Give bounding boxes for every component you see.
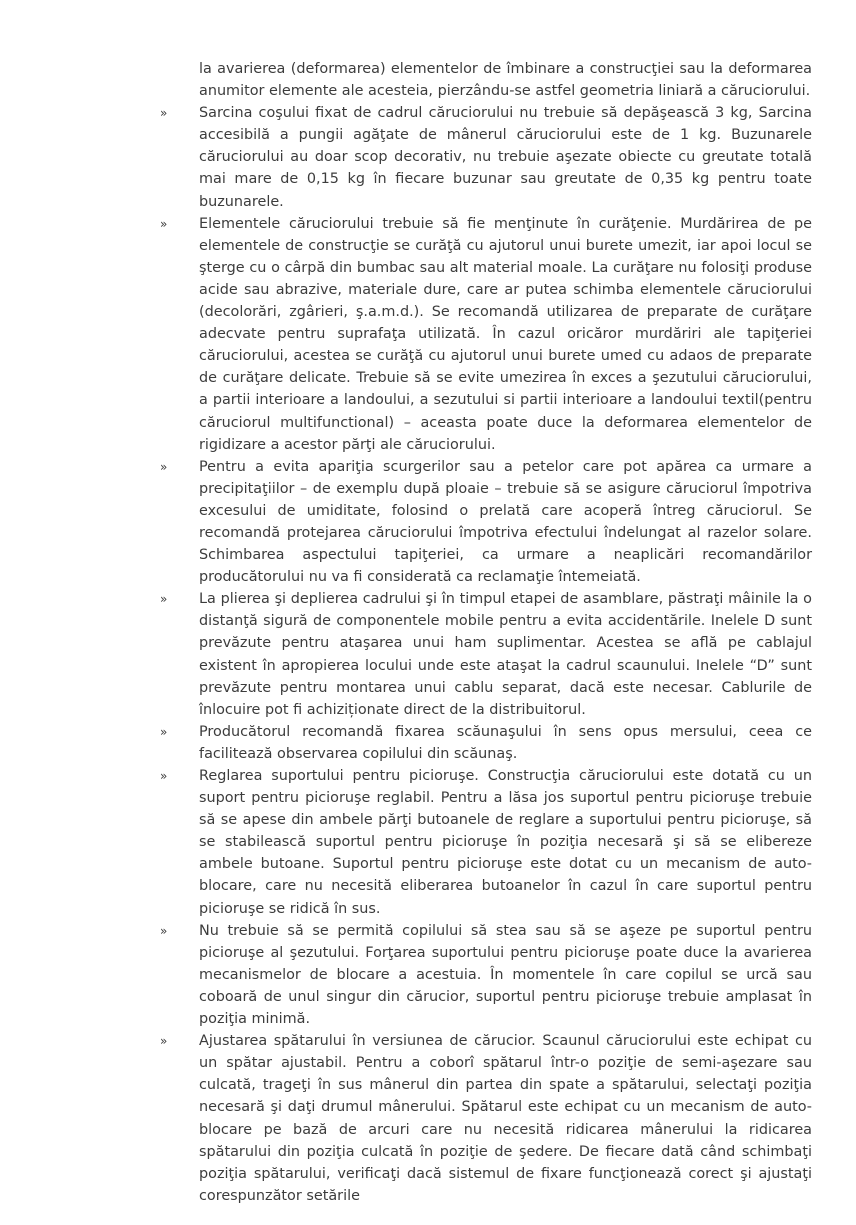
list-item-text: Reglarea suportului pentru picioruşe. Construcţia căruciorului este dotată cu un suport pentru picioruşe reglabil. Pentru a lăsa jos suportul pentru picioruşe trebuie să se apese din ambele părţi butoanele de reglare a suportului pentru picioruşe, să se stabilească suportul pentru picioruşe în poziţia necesară şi să se elibereze ambele butoane. Suportul pentru picioruşe este dotat cu un mecanism de auto-blocare, care nu necesită eliberarea butoanelor în cazul în care suportul pentru picioruşe se ridică în sus. (199, 768, 812, 917)
bullet-icon: » (160, 1034, 168, 1049)
list-item (158, 721, 812, 765)
bullet-icon: » (160, 769, 168, 783)
list-item (158, 213, 812, 456)
list-item (158, 456, 812, 589)
bullet-icon: » (160, 592, 168, 607)
bullet-icon: » (160, 106, 168, 121)
list-item-text: Nu trebuie să se permită copilului să stea sau să se aşeze pe suportul pentru picioruşe al şezutului. Forţarea suportului pentru picioruşe poate duce la avarierea mecanismelor de blocare a acestuia. În momentele în care copilul se urcă sau coboară de unul singur din cărucior, suportul pentru picioruşe trebuie amplasat în poziţia minimă. (199, 922, 812, 1028)
list-item-text: Ajustarea spătarului în versiunea de cărucior. Scaunul căruciorului este echipat cu un spătar ajustabil. Pentru a coborî spătarul într-o poziţie de semi-aşezare sau culcată, trageţi în sus mânerul din partea din spate a spătarului, selectaţi poziţia necesară şi daţi drumul mânerului. Spătarul este echipat cu un mecanism de auto-blocare pe bază de arcuri care nu necesită ridicarea mânerului la ridicarea spătarului din poziţia culcată în poziţie de şedere. De fiecare dată când schimbaţi poziţia spătarului, verificaţi dacă sistemul de fixare funcţionează corect şi ajustaţi corespunzător setările (199, 1033, 812, 1204)
intro-paragraph (158, 58, 812, 102)
list-item-text: Producătorul recomandă fixarea scăunaşului în sens opus mersului, ceea ce facilitează observarea copilului din scăunaş. (199, 723, 812, 762)
bullet-icon: » (160, 923, 168, 938)
list-item (158, 588, 812, 721)
list-item (158, 765, 812, 920)
bullet-icon: » (160, 459, 168, 474)
instructions-text (158, 58, 812, 1207)
list-item (158, 102, 812, 212)
bullet-icon: » (160, 216, 168, 231)
list-item-text: Elementele căruciorului trebuie să fie menţinute în curăţenie. Murdărirea de pe elementele de construcţie se curăţă cu ajutorul unui burete umezit, iar apoi locul se şterge cu o cârpă din bumbac sau alt material moale. La curăţare nu folosiţi produse acide sau abrazive, materiale dure, care ar putea schimba elementele căruciorului (decolorări, zgârieri, ş.a.m.d.). Se recomandă utilizarea de preparate de curăţare adecvate pentru suprafaţa utilizată. În cazul oricăror murdăriri ale tapiţeriei căruciorului, acestea se curăţă cu ajutorul unui burete umed cu adaos de preparate de curăţare delicate. Trebuie să se evite umezirea în exces a şezutului căruciorului, a partii interioare a landoului, a sezutului si partii interioare a landoului textil(pentru căruciorul multifunctional) – aceasta poate duce la deformarea elementelor de rigidizare a acestor părţi ale căruciorului. (199, 215, 812, 453)
list-item (158, 920, 812, 1030)
list-item-text: Pentru a evita apariţia scurgerilor sau a petelor care pot apărea ca urmare a precipitaţiilor – de exemplu după ploaie – trebuie să se asigure căruciorul împotriva excesului de umiditate, folosind o prelată care acoperă întreg căruciorul. Se recomandă protejarea căruciorului împotriva efectului îndelungat al razelor solare. Schimbarea aspectului tapiţeriei, ca urmare a neaplicări recomandărilor producătorului nu va fi considerată ca reclamaţie întemeiată. (199, 458, 812, 586)
list-item-text: La plierea şi deplierea cadrului şi în timpul etapei de asamblare, păstraţi mâinile la o distanţă sigură de componentele mobile pentru a evita accidentările. Inelele D sunt prevăzute pentru ataşarea unui ham suplimentar. Acestea se află pe cablajul existent în apropierea locului unde este ataşat la cadrul scaunului. Inelele “D” sunt prevăzute pentru montarea unui cablu separat, dacă este necesar. Cablurile de înlocuire pot fi achiziționate direct de la distribuitorul. (199, 591, 812, 718)
intro-text: la avarierea (deformarea) elementelor de îmbinare a construcţiei sau la deformarea anumitor elemente ale acesteia, pierzându-se astfel geometria liniară a căruciorului. (199, 61, 812, 100)
list-item-text: Sarcina coşului fixat de cadrul căruciorului nu trebuie să depăşească 3 kg, Sarcina accesibilă a pungii agăţate de mânerul căruciorului este de 1 kg. Buzunarele căruciorului au doar scop decorativ, nu trebuie aşezate obiecte cu greutate totală mai mare de 0,15 kg în fiecare buzunar sau greutate de 0,35 kg pentru toate buzunarele. (199, 105, 812, 210)
list-item (158, 1030, 812, 1207)
bullet-icon: » (160, 724, 168, 739)
